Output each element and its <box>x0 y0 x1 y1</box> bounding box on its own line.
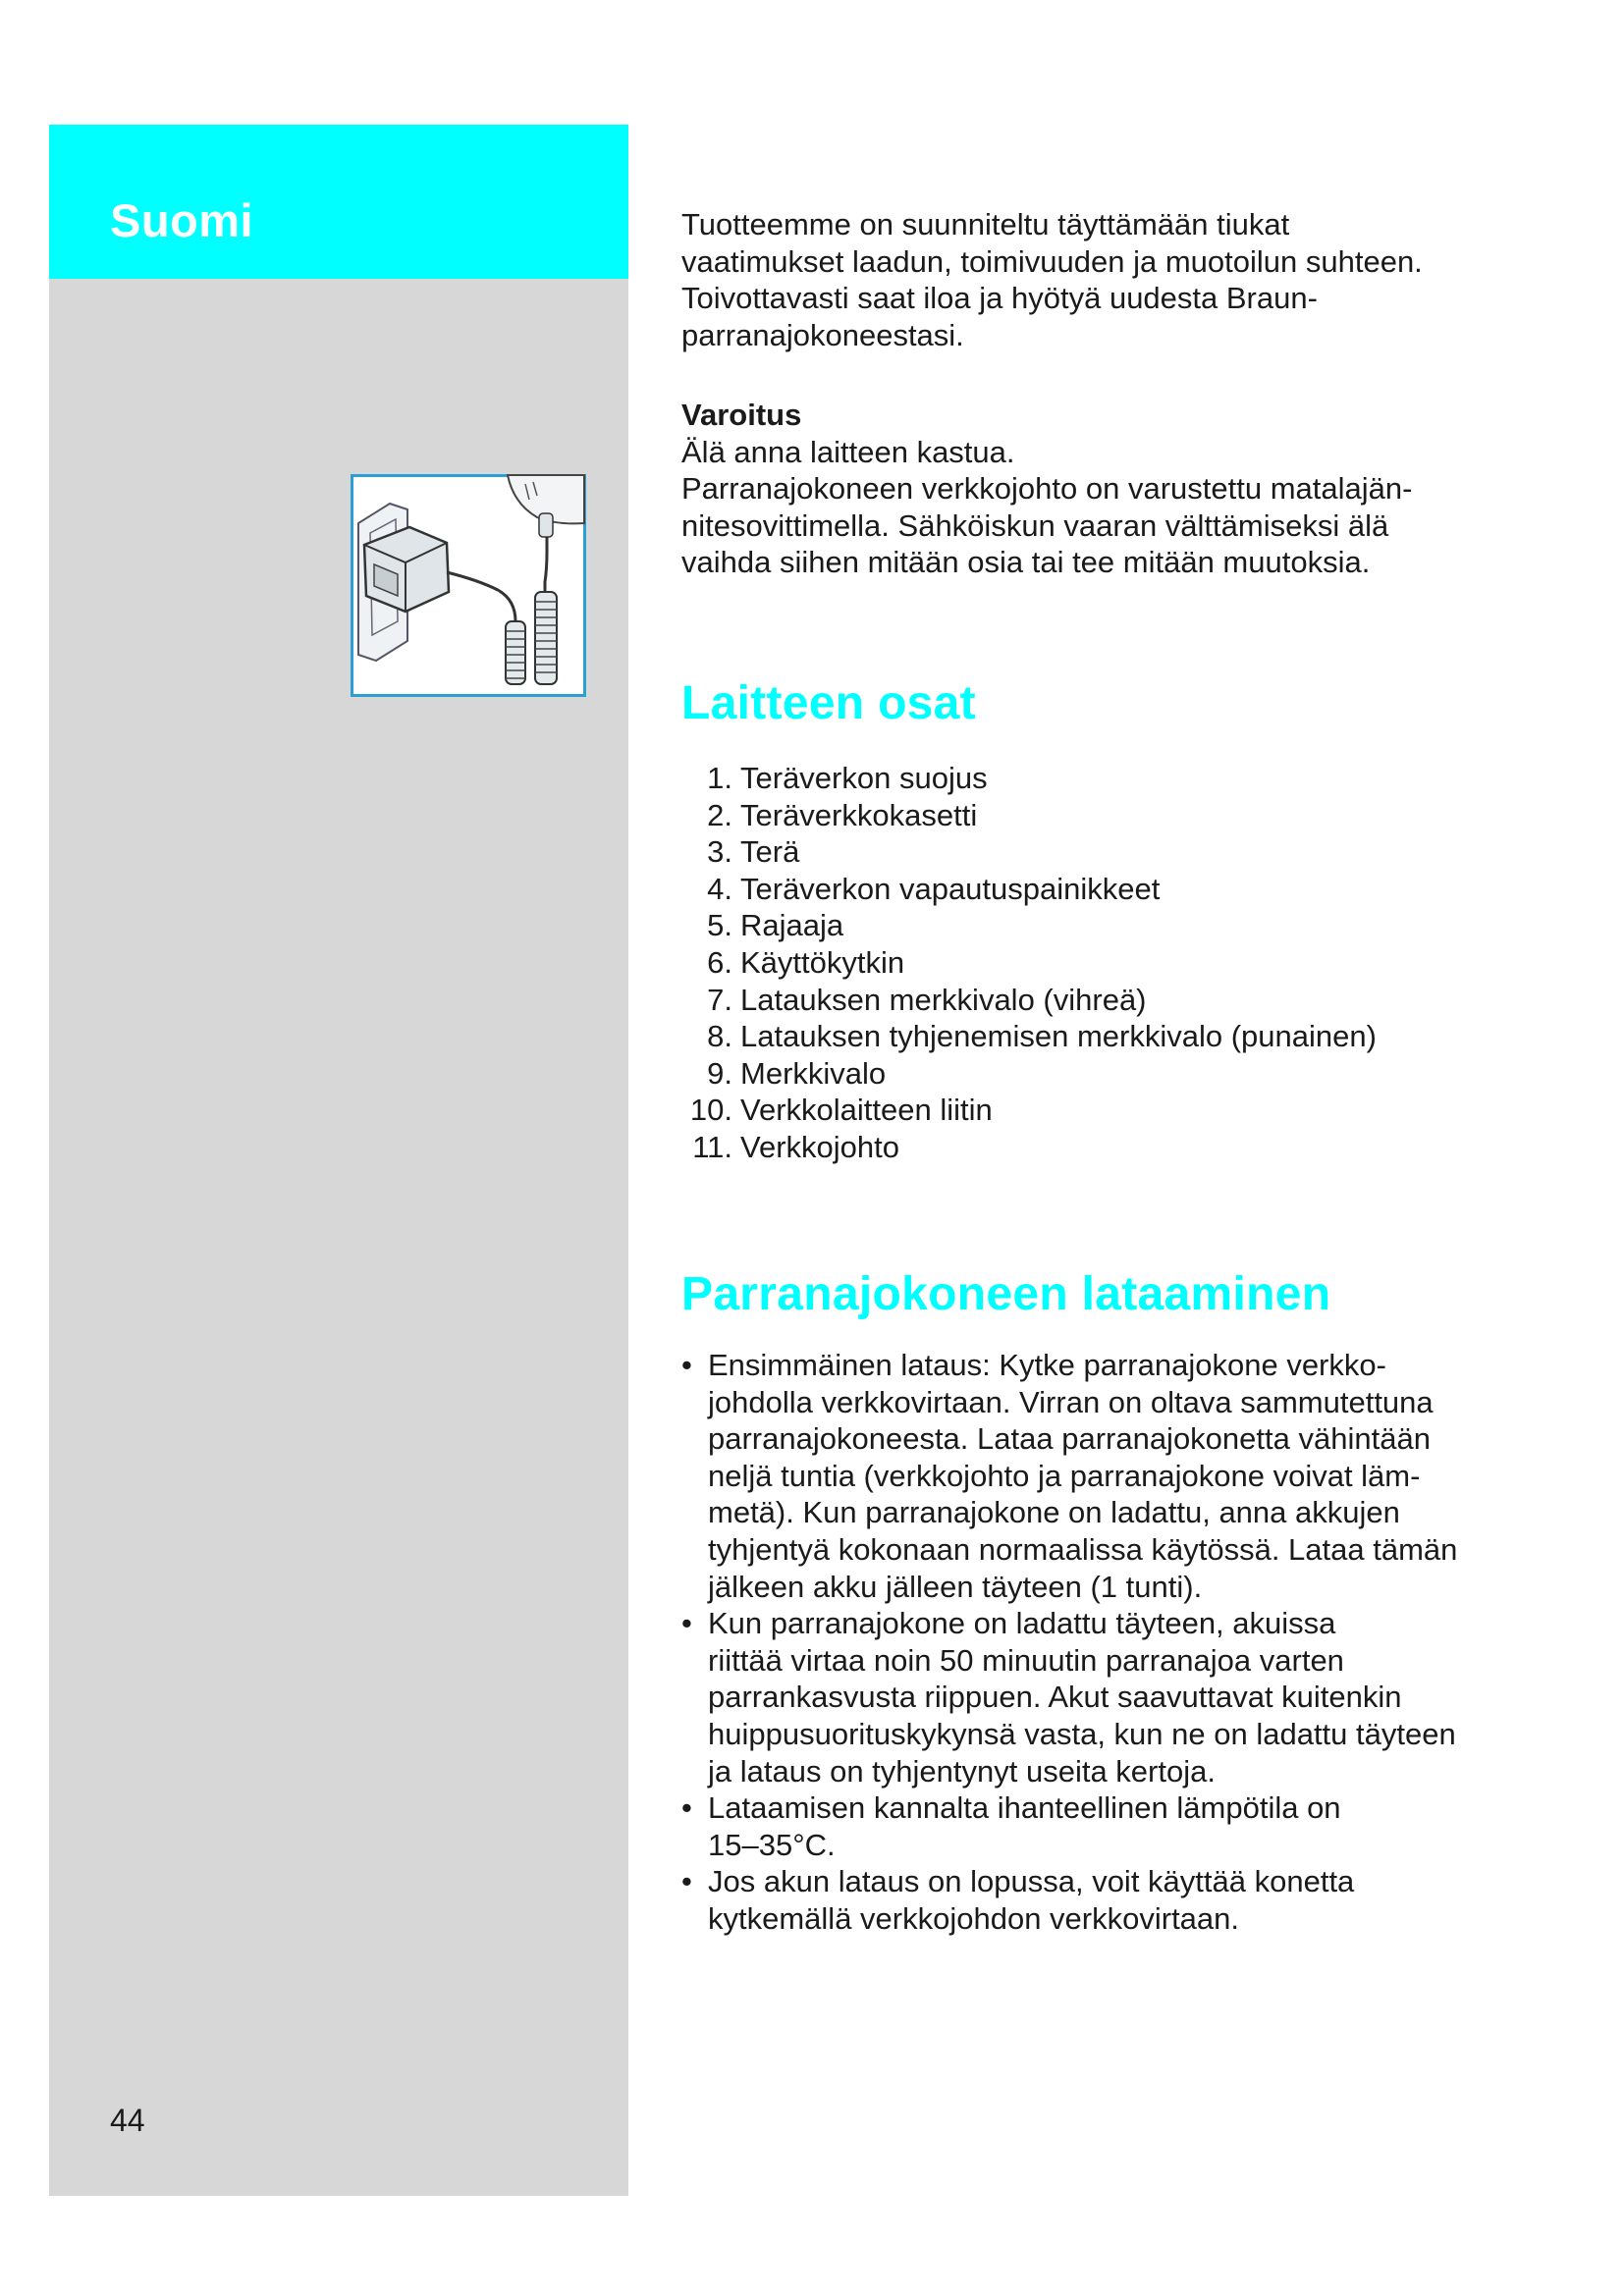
list-item: • Ensimmäinen lataus: Kytke parranajokone verkko- johdolla verkkovirtaan. Virran on oltava sammutettuna parranajokoneesta. Lataa parranajokonetta vähintään neljä tuntia (verkkojohto ja parranajokone voivat läm- metä). Kun parranajokone on ladattu, anna akkujen tyhjentyä kokonaan normaalissa käytössä. Lataa tämän jälkeen akku jälleen täyteen (1 tunti). <box>681 1347 1536 1605</box>
list-item: 9. Merkkivalo <box>707 1055 887 1091</box>
shaver-plug-cord-icon <box>351 474 586 697</box>
warning-line: Älä anna laitteen kastua. <box>681 434 1015 469</box>
list-item: 3. Terä <box>707 834 800 870</box>
parts-list <box>681 760 1377 1166</box>
list-item: • Lataamisen kannalta ihanteellinen lämpötila on 15–35°C. <box>681 1789 1536 1863</box>
list-item: 7. Latauksen merkkivalo (vihreä) <box>707 982 1147 1017</box>
warning-line: vaihda siihen mitään osia tai tee mitään muutoksia. <box>681 545 1371 580</box>
charging-bullet-list <box>681 1347 1536 1938</box>
sidebar-header <box>49 125 628 279</box>
list-item: 2. Teräverkkokasetti <box>707 797 978 832</box>
intro-line: Toivottavasti saat iloa ja hyötyä uudesta Braun- <box>681 281 1318 316</box>
list-item: 5. Rajaaja <box>707 908 844 943</box>
sidebar <box>49 125 628 2196</box>
list-item: 11. Verkkojohto <box>692 1129 899 1164</box>
list-item: • Jos akun lataus on lopussa, voit käyttää konetta kytkemällä verkkojohdon verkkovirtaan. <box>681 1863 1536 1937</box>
intro-line: Tuotteemme on suunniteltu täyttämään tiukat <box>681 207 1290 241</box>
language-title: Suomi <box>110 194 254 246</box>
list-item: • Kun parranajokone on ladattu täyteen, akuissa riittää virtaa noin 50 minuutin parranajoa varten parrankasvusta riippuen. Akut saavuttavat kuitenkin huippusuorituskykynsä vasta, kun ne on ladattu täyteen ja lataus on tyhjentynyt useita kertoja. <box>681 1605 1536 1789</box>
charging-heading: Parranajokoneen lataaminen <box>681 1268 1331 1320</box>
list-item: 8. Latauksen tyhjenemisen merkkivalo (punainen) <box>707 1019 1377 1054</box>
page-number: 44 <box>110 2103 145 2138</box>
list-item: 10. Verkkolaitteen liitin <box>689 1093 993 1128</box>
list-item: 6. Käyttökytkin <box>707 944 905 980</box>
list-item: 4. Teräverkon vapautuspainikkeet <box>707 871 1161 906</box>
parts-heading: Laitteen osat <box>681 677 976 729</box>
intro-line: vaatimukset laadun, toimivuuden ja muotoilun suhteen. <box>681 243 1423 279</box>
list-item: 1. Teräverkon suojus <box>707 761 988 795</box>
warning-line: Parranajokoneen verkkojohto on varustettu matalajän- <box>681 471 1413 507</box>
intro-line: parranajokoneestasi. <box>681 317 964 352</box>
intro-paragraph <box>681 206 1536 353</box>
warning-title: Varoitus <box>681 398 802 432</box>
warning-paragraph <box>681 397 1536 581</box>
warning-line: nitesovittimella. Sähköiskun vaaran välttämiseksi älä <box>681 507 1389 543</box>
